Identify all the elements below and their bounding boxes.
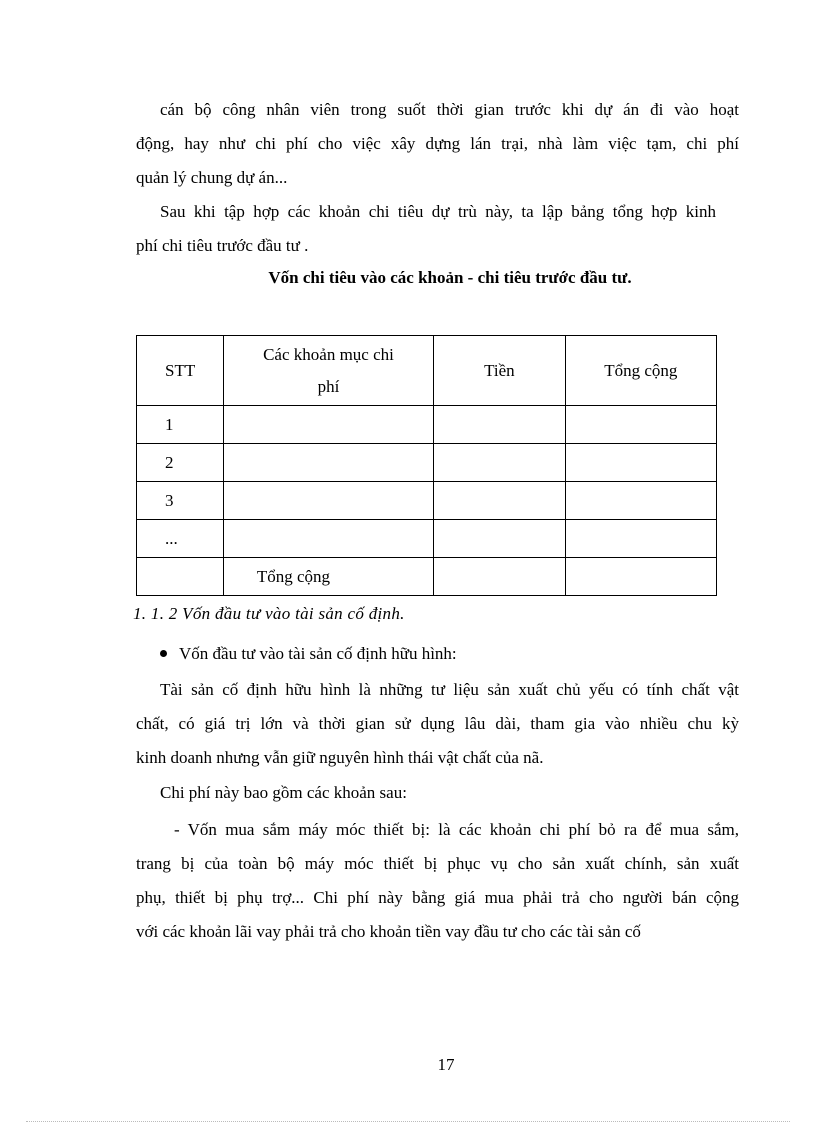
row-index: ...	[137, 520, 224, 558]
text-line: Tài sản cố định hữu hình là những tư liệu sản xuất chủ yếu có tính chất vật	[160, 680, 739, 699]
table-cell	[434, 520, 565, 558]
text-line: phí chi tiêu trước đầu tư .	[136, 236, 309, 255]
bullet-dot-icon	[160, 650, 167, 657]
bullet-text: Vốn đầu tư vào tài sản cố định hữu hình:	[179, 644, 457, 663]
paragraph-cost-includes: Chi phí này bao gồm các khoản sau:	[160, 783, 407, 802]
page-bottom-divider	[26, 1121, 790, 1122]
table-cell	[434, 444, 565, 482]
table-row	[137, 444, 717, 482]
header-cost-items-line2: phí	[317, 376, 340, 396]
text-line: động, hay như chi phí cho việc xây dựng lán trại, nhà làm việc tạm, chi phí	[136, 134, 739, 153]
table-cell	[223, 520, 433, 558]
table-cell	[223, 406, 433, 444]
table-cell	[565, 482, 716, 520]
table-cell	[434, 558, 565, 596]
table-cell	[565, 558, 716, 596]
row-index: 1	[137, 406, 224, 444]
table-header-row	[137, 336, 717, 406]
table-cell	[565, 444, 716, 482]
text-line: Sau khi tập hợp các khoản chi tiêu dự trù này, ta lập bảng tổng hợp kinh	[160, 202, 716, 221]
header-total: Tổng cộng	[565, 336, 716, 406]
text-line: chất, có giá trị lớn và thời gian sử dụng lâu dài, tham gia vào nhiều chu kỳ	[136, 714, 739, 733]
text-line: với các khoản lãi vay phải trả cho khoản tiền vay đầu tư cho các tài sản cố	[136, 922, 641, 941]
text-line: trang bị của toàn bộ máy móc thiết bị phục vụ cho sản xuất chính, sản xuất	[136, 854, 739, 873]
text-line: kinh doanh nhưng vẫn giữ nguyên hình thái vật chất của nã.	[136, 748, 544, 767]
table-row	[137, 482, 717, 520]
table-row	[137, 520, 717, 558]
header-cost-items-line1: Các khoản mục chi	[263, 344, 394, 364]
header-stt: STT	[137, 336, 224, 406]
table-total-row	[137, 558, 717, 596]
table-cell	[223, 444, 433, 482]
table-title: Vốn chi tiêu vào các khoản - chi tiêu trước đầu tư.	[268, 268, 632, 287]
cost-table	[136, 335, 717, 596]
text-line: quản lý chung dự án...	[136, 168, 288, 187]
table-cell	[434, 406, 565, 444]
table-cell	[223, 482, 433, 520]
row-index: 2	[137, 444, 224, 482]
table-cell	[565, 406, 716, 444]
text-line: - Vốn mua sắm máy móc thiết bị: là các khoản chi phí bỏ ra để mua sắm,	[174, 820, 739, 839]
table-cell	[565, 520, 716, 558]
header-amount: Tiền	[434, 336, 565, 406]
table-cell	[137, 558, 224, 596]
bullet-item	[160, 640, 457, 668]
page-number: 17	[437, 1055, 455, 1074]
text-line: phụ, thiết bị phụ trợ... Chi phí này bằng giá mua phải trả cho người bán cộng	[136, 888, 739, 907]
table-row	[137, 406, 717, 444]
paragraph-equipment	[136, 813, 739, 949]
section-heading: 1. 1. 2 Vốn đầu tư vào tài sản cố định.	[133, 604, 405, 623]
total-label: Tổng cộng	[223, 558, 433, 596]
header-cost-items	[223, 336, 433, 406]
paragraph-summary	[136, 195, 716, 263]
row-index: 3	[137, 482, 224, 520]
paragraph-tangible-assets	[136, 673, 739, 775]
table-cell	[434, 482, 565, 520]
paragraph-intro	[136, 93, 739, 195]
text-line: cán bộ công nhân viên trong suốt thời gian trước khi dự án đi vào hoạt	[160, 100, 739, 119]
